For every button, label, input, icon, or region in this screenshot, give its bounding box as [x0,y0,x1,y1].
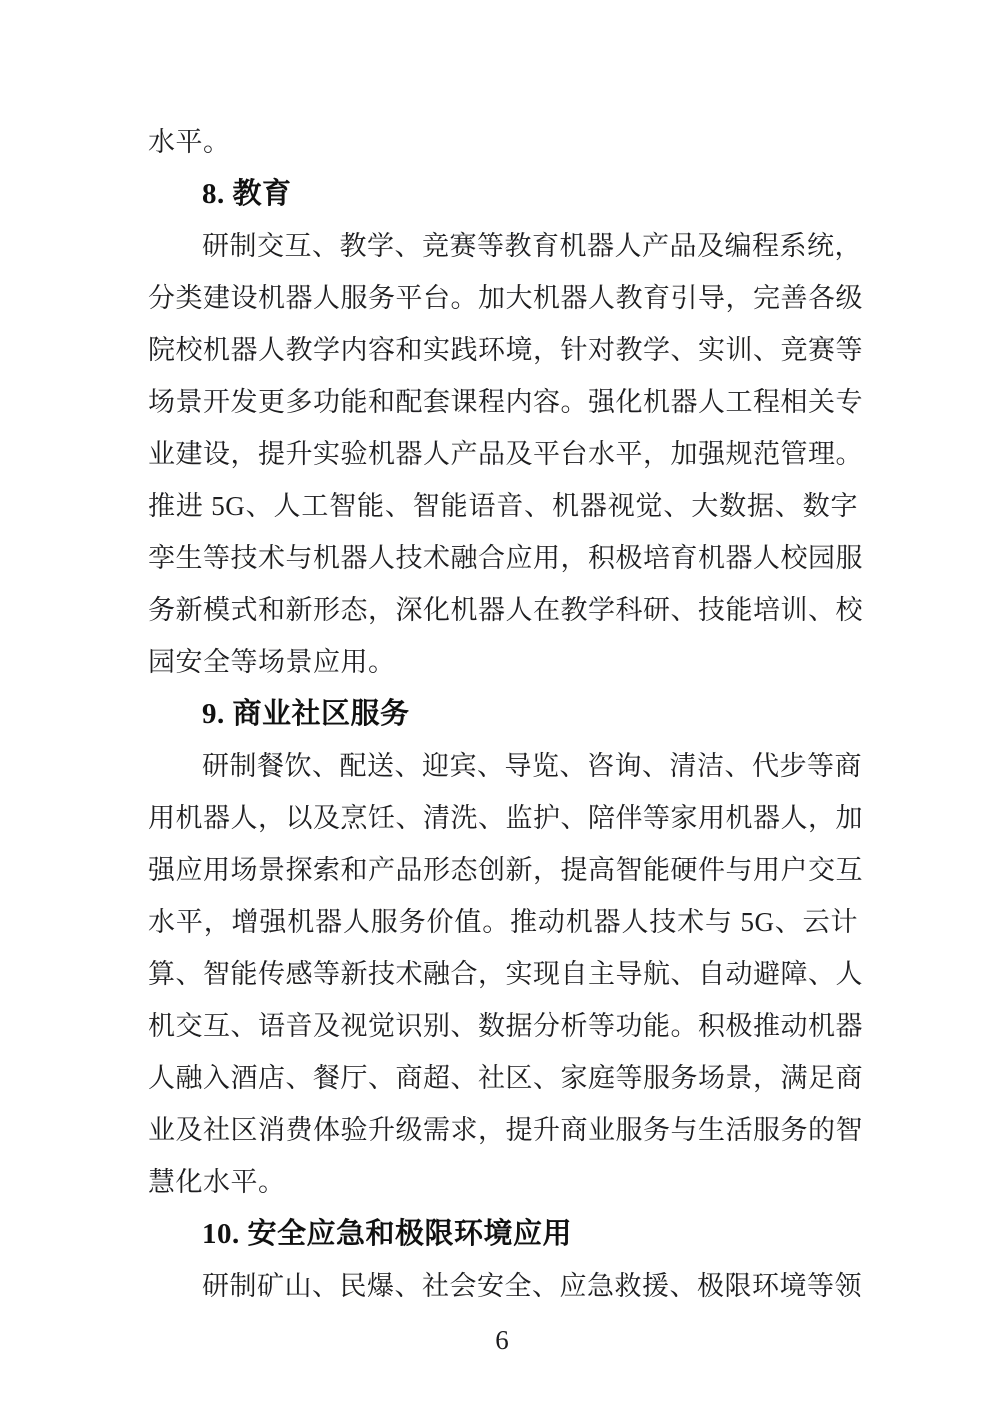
text-line: 场景开发更多功能和配套课程内容。强化机器人工程相关专 [148,387,863,417]
section-heading: 9. 商业社区服务 [202,698,410,730]
text-line: 孪生等技术与机器人技术融合应用，积极培育机器人校园服 [148,543,863,573]
text-line: 研制餐饮、配送、迎宾、导览、咨询、清洁、代步等商 [202,751,862,781]
document-content [148,116,863,1312]
text-line: 院校机器人教学内容和实践环境，针对教学、实训、竞赛等 [148,335,863,365]
text-line: 务新模式和新形态，深化机器人在教学科研、技能培训、校 [148,595,863,625]
text-line: 用机器人，以及烹饪、清洗、监护、陪伴等家用机器人，加 [148,803,863,833]
text-line: 业建设，提升实验机器人产品及平台水平，加强规范管理。 [148,439,863,469]
text-line: 业及社区消费体验升级需求，提升商业服务与生活服务的智 [148,1115,863,1145]
page-footer [0,1318,1004,1362]
text-line: 研制交互、教学、竞赛等教育机器人产品及编程系统， [202,231,862,261]
text-line: 分类建设机器人服务平台。加大机器人教育引导，完善各级 [148,283,863,313]
text-line: 强应用场景探索和产品形态创新，提高智能硬件与用户交互 [148,855,863,885]
text-line: 水平。 [148,127,231,157]
text-line: 机交互、语音及视觉识别、数据分析等功能。积极推动机器 [148,1011,863,1041]
text-line: 慧化水平。 [148,1167,286,1197]
text-line: 水平，增强机器人服务价值。推动机器人技术与 5G、云计 [148,907,858,937]
section-heading: 10. 安全应急和极限环境应用 [202,1218,573,1250]
text-line: 研制矿山、民爆、社会安全、应急救援、极限环境等领 [202,1271,862,1301]
section-heading: 8. 教育 [202,178,292,210]
page-number: 6 [495,1325,509,1355]
text-line: 园安全等场景应用。 [148,647,396,677]
text-line: 算、智能传感等新技术融合，实现自主导航、自动避障、人 [148,959,863,989]
text-line: 人融入酒店、餐厅、商超、社区、家庭等服务场景，满足商 [148,1063,863,1093]
text-line: 推进 5G、人工智能、智能语音、机器视觉、大数据、数字 [148,491,858,521]
